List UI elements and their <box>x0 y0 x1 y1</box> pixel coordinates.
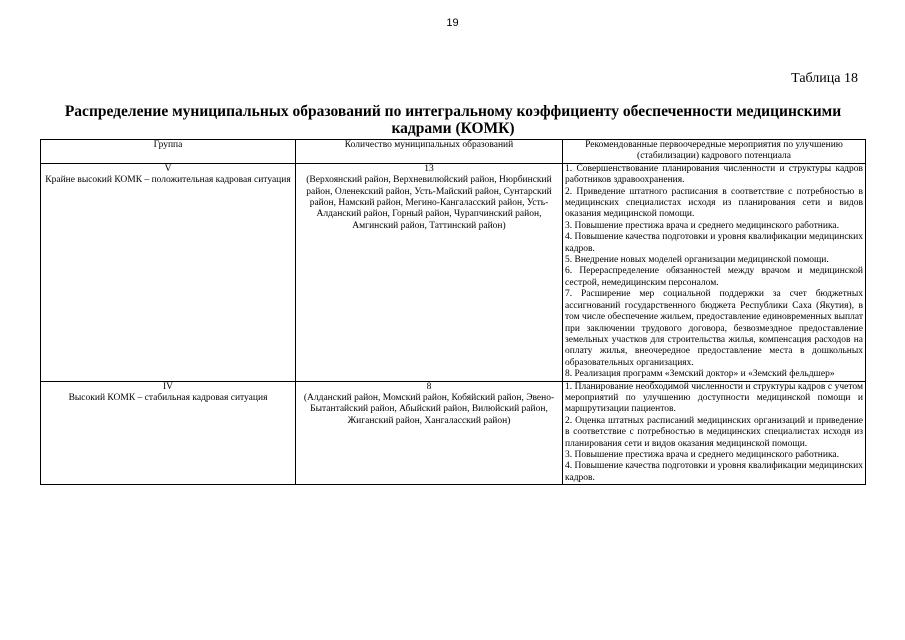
measure-item: 5. Внедрение новых моделей организации медицинской помощи. <box>565 255 829 266</box>
measure-item: 2. Оценка штатных расписаний медицинских организаций и приведение в соответствие с потребностью в медицинских специалистах исходя из планирования сети и видов оказания медицинской помощи. <box>565 415 863 449</box>
municipality-count: 13 <box>424 163 434 174</box>
table-label: Таблица 18 <box>791 71 858 86</box>
header-group: Группа <box>41 140 296 164</box>
group-cell <box>41 163 296 381</box>
measure-item: 3. Повышение престижа врача и среднего медицинского работника. <box>565 220 840 231</box>
distribution-table <box>40 139 866 485</box>
district-list: (Верхоянский район, Верхневилюйский район, Нюрбинский район, Оленекский район, Усть-Майский район, Сунтарский район, Намский район, Мегино-Кангаласский район, Усть-Алданский район, Горный район, Чурапчинский район, Амгинский район, Таттинский район) <box>306 175 552 231</box>
count-cell <box>296 381 563 485</box>
table-row <box>41 381 866 485</box>
measures-cell <box>563 163 866 381</box>
measures-cell <box>563 381 866 485</box>
page-number: 19 <box>446 17 459 29</box>
measure-item: 4. Повышение качества подготовки и уровня квалификации медицинских кадров. <box>565 461 863 483</box>
measure-item: 7. Расширение мер социальной поддержки за счет бюджетных ассигнований государственного бюджета Республики Саха (Якутия), в том числе обеспечение жильем, предоставление единовременных выплат при заключении трудового договора, безвозмездное предоставление земельных участков для строительства жилья, компенсация расходов на оплату жилья, внеочередное предоставление места в дошкольных образовательных организациях. <box>565 289 863 368</box>
measure-item: 6. Перераспределение обязанностей между врачом и медицинской сестрой, немедицинским персоналом. <box>565 266 863 288</box>
table-header-row <box>41 140 866 164</box>
group-description: Крайне высокий КОМК – положительная кадровая ситуация <box>45 175 291 186</box>
measure-item: 3. Повышение престижа врача и среднего медицинского работника. <box>565 449 840 460</box>
table-row <box>41 163 866 381</box>
measure-item: 1. Совершенствование планирования численности и структуры кадров работников здравоохранения. <box>565 163 863 186</box>
group-cell <box>41 381 296 485</box>
measure-item: 8. Реализация программ «Земский доктор» и «Земский фельдшер» <box>565 369 835 380</box>
measure-item: 2. Приведение штатного расписания в соответствие с потребностью в медицинских специалистах исходя из планирования сети и видов оказания медицинской помощи. <box>565 186 863 220</box>
group-roman: V <box>164 163 172 174</box>
group-roman: IV <box>162 381 174 392</box>
municipality-count: 8 <box>426 381 432 392</box>
measure-item: 4. Повышение качества подготовки и уровня квалификации медицинских кадров. <box>565 232 863 254</box>
district-list: (Алданский район, Момский район, Кобяйский район, Эвено-Бытантайский район, Абыйский район, Вилюйский район, Жиганский район, Хангаласский район) <box>303 392 555 426</box>
header-measures: Рекомендованные первоочередные мероприятия по улучшению (стабилизации) кадрового потенциала <box>563 140 866 164</box>
count-cell <box>296 163 563 381</box>
measure-item: 1. Планирование необходимой численности и структуры кадров с учетом мероприятий по улучшению доступности медицинской помощи и маршрутизации пациентов. <box>565 381 863 415</box>
group-description: Высокий КОМК – стабильная кадровая ситуация <box>68 392 268 403</box>
header-count: Количество муниципальных образований <box>296 140 563 164</box>
document-title: Распределение муниципальных образований по интегральному коэффициенту обеспеченности медицинскими кадрами (КОМК) <box>64 103 842 137</box>
